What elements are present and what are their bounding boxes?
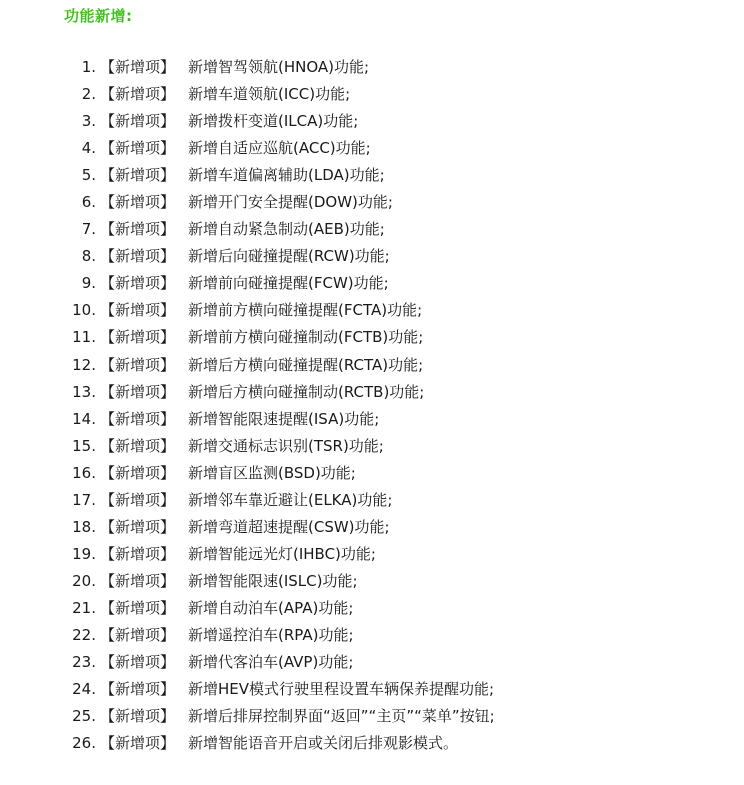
list-item-text: 新增邻车靠近避让(ELKA)功能; (188, 490, 393, 509)
list-item (0, 703, 744, 730)
list-item (0, 352, 744, 379)
list-item (0, 487, 744, 514)
list-item-text: 新增自动紧急制动(AEB)功能; (188, 220, 385, 239)
list-item (0, 81, 744, 108)
list-item-number: 3. (81, 112, 96, 131)
list-item-tag: 【新增项】 (100, 517, 176, 536)
list-item (0, 406, 744, 433)
list-item-text: 新增后排屏控制界面“返回”“主页”“菜单”按钮; (188, 707, 495, 726)
list-item-tag: 【新增项】 (100, 301, 176, 320)
list-item (0, 324, 744, 351)
list-item-tag: 【新增项】 (100, 625, 176, 644)
list-item-number: 6. (81, 193, 96, 212)
list-item-number: 26. (72, 734, 96, 753)
list-item-number: 25. (72, 707, 96, 726)
list-item-text: 新增自动泊车(APA)功能; (188, 598, 354, 617)
list-item-text: 新增开门安全提醒(DOW)功能; (188, 193, 393, 212)
list-item-tag: 【新增项】 (100, 409, 176, 428)
list-item-tag: 【新增项】 (100, 220, 176, 239)
list-item (0, 243, 744, 270)
list-item-tag: 【新增项】 (100, 58, 176, 76)
list-item-number: 17. (72, 490, 96, 509)
list-item (0, 649, 744, 676)
list-item (0, 541, 744, 568)
list-item-text: 新增前方横向碰撞制动(FCTB)功能; (188, 328, 424, 347)
list-item-tag: 【新增项】 (100, 463, 176, 482)
list-item-number: 14. (72, 409, 96, 428)
list-item-number: 15. (72, 436, 96, 455)
list-item-tag: 【新增项】 (100, 571, 176, 590)
list-item (0, 676, 744, 703)
list-item-number: 10. (72, 301, 96, 320)
list-item (0, 54, 744, 81)
list-item-tag: 【新增项】 (100, 247, 176, 266)
list-item-text: 新增HEV模式行驶里程设置车辆保养提醒功能; (188, 680, 495, 699)
list-item-number: 11. (72, 328, 96, 347)
list-item (0, 270, 744, 297)
list-item-tag: 【新增项】 (100, 355, 176, 374)
list-item-number: 16. (72, 463, 96, 482)
list-item-number: 24. (72, 680, 96, 699)
list-item-number: 19. (72, 544, 96, 563)
list-item (0, 595, 744, 622)
list-item-text: 新增后方横向碰撞制动(RCTB)功能; (188, 382, 425, 401)
list-item-number: 4. (81, 139, 96, 158)
list-item-text: 新增智能限速(ISLC)功能; (188, 571, 358, 590)
list-item-tag: 【新增项】 (100, 166, 176, 185)
list-item (0, 162, 744, 189)
list-item (0, 730, 744, 757)
list-item (0, 379, 744, 406)
list-item-text: 新增后向碰撞提醒(RCW)功能; (188, 247, 390, 266)
list-item-text: 新增盲区监测(BSD)功能; (188, 463, 356, 482)
list-item-text: 新增后方横向碰撞提醒(RCTA)功能; (188, 355, 424, 374)
list-item-tag: 【新增项】 (100, 598, 176, 617)
list-item-tag: 【新增项】 (100, 707, 176, 726)
list-item (0, 297, 744, 324)
list-item-tag: 【新增项】 (100, 193, 176, 212)
list-item-tag: 【新增项】 (100, 680, 176, 699)
list-item-number: 5. (81, 166, 96, 185)
list-item-text: 新增前向碰撞提醒(FCW)功能; (188, 274, 389, 293)
list-item (0, 568, 744, 595)
list-item-text: 新增自适应巡航(ACC)功能; (188, 139, 371, 158)
list-item-text: 新增弯道超速提醒(CSW)功能; (188, 517, 390, 536)
list-item-number: 8. (81, 247, 96, 266)
list-item-text: 新增前方横向碰撞提醒(FCTA)功能; (188, 301, 423, 320)
list-item-number: 23. (72, 653, 96, 672)
list-item (0, 216, 744, 243)
list-item-text: 新增智能限速提醒(ISA)功能; (188, 409, 380, 428)
list-item-tag: 【新增项】 (100, 139, 176, 158)
list-item-tag: 【新增项】 (100, 653, 176, 672)
list-item-number: 13. (72, 382, 96, 401)
list-item-text: 新增遥控泊车(RPA)功能; (188, 625, 354, 644)
list-item-tag: 【新增项】 (100, 328, 176, 347)
list-item-text: 新增代客泊车(AVP)功能; (188, 653, 354, 672)
list-item-number: 2. (81, 85, 96, 104)
list-item-tag: 【新增项】 (100, 112, 176, 131)
list-item-number: 20. (72, 571, 96, 590)
list-item-tag: 【新增项】 (100, 85, 176, 104)
list-item-number: 22. (72, 625, 96, 644)
list-item-tag: 【新增项】 (100, 274, 176, 293)
list-item-tag: 【新增项】 (100, 490, 176, 509)
list-item-tag: 【新增项】 (100, 382, 176, 401)
list-item-tag: 【新增项】 (100, 436, 176, 455)
list-item-number: 12. (72, 355, 96, 374)
list-item (0, 514, 744, 541)
list-item (0, 108, 744, 135)
list-item (0, 135, 744, 162)
list-item-text: 新增车道领航(ICC)功能; (188, 85, 351, 104)
list-item-number: 9. (81, 274, 96, 293)
list-item-tag: 【新增项】 (100, 544, 176, 563)
list-item-text: 新增智能远光灯(IHBC)功能; (188, 544, 376, 563)
list-item-text: 新增拨杆变道(ILCA)功能; (188, 112, 359, 131)
list-item-text: 新增车道偏离辅助(LDA)功能; (188, 166, 385, 185)
section-heading: 功能新增: (64, 7, 133, 25)
feature-list (0, 54, 744, 757)
list-item (0, 433, 744, 460)
list-item-number: 1. (81, 58, 96, 76)
list-item-number: 7. (81, 220, 96, 239)
list-item (0, 189, 744, 216)
list-item-number: 21. (72, 598, 96, 617)
list-item (0, 622, 744, 649)
list-item-text: 新增智驾领航(HNOA)功能; (188, 58, 370, 76)
list-item-text: 新增交通标志识别(TSR)功能; (188, 436, 384, 455)
list-item (0, 460, 744, 487)
list-item-text: 新增智能语音开启或关闭后排观影模式。 (188, 734, 459, 753)
list-item-tag: 【新增项】 (100, 734, 176, 753)
list-item-number: 18. (72, 517, 96, 536)
